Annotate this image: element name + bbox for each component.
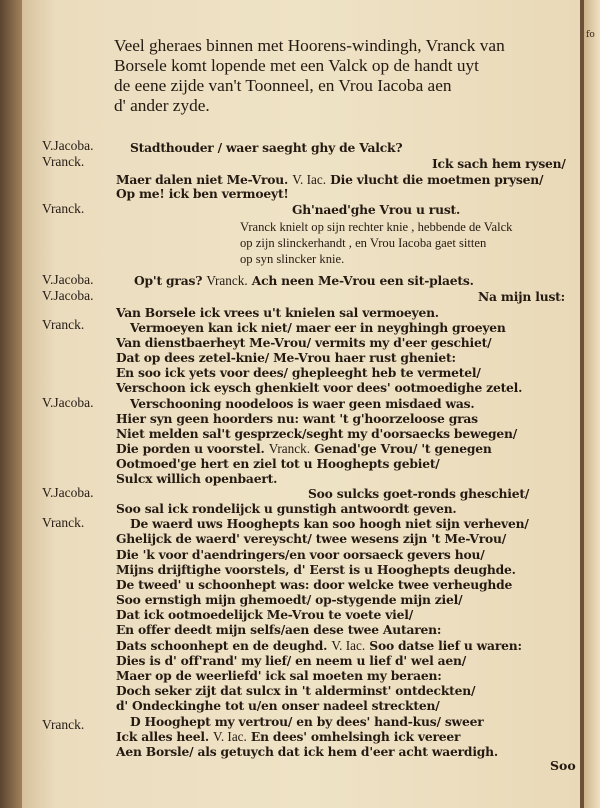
verse-line: Ick alles heel. V. Iac. En dees' omhelsingh ick vereer — [116, 729, 461, 744]
speaker-label: V.Jacoba. — [42, 138, 94, 153]
heading-line: d' ander zyde. — [114, 96, 210, 115]
speaker-label: V.Jacoba. — [42, 485, 94, 500]
speaker-label: V.Jacoba. — [42, 272, 94, 287]
book-page — [22, 0, 580, 808]
verse-line: Maer dalen niet Me-Vrou. V. Iac. Die vlucht die moetmen prysen/ — [116, 172, 544, 187]
verse-line: Op't gras? Vranck. Ach neen Me-Vrou een sit-plaets. — [134, 273, 474, 288]
verse-line: Ootmoed'ge hert en ziel tot u Hooghepts gebiet/ — [116, 456, 440, 471]
verse-line: Soo sal ick rondelijck u gunstigh antwoordt geven. — [116, 501, 457, 516]
book-gutter — [0, 0, 24, 808]
facing-page-text: fo — [586, 30, 595, 40]
verse-line: Van dienstbaerheyt Me-Vrou/ vermits my d'eer geschiet/ — [116, 335, 492, 350]
verse-line: D Hooghept my vertrou/ en by dees' hand-kus/ sweer — [130, 714, 484, 729]
verse-line: De tweed' u schoonhept was: door welcke twee verheughde — [116, 577, 513, 592]
verse-line: Soo sulcks goet-ronds gheschiet/ — [308, 486, 530, 501]
verse-line: Verschoon ick eysch ghenkielt voor dees' ootmoedighe zetel. — [116, 380, 523, 395]
verse-line: Doch seker zijt dat sulcx in 't alderminst' ontdeckten/ — [116, 683, 476, 698]
verse-line: En soo ick yets voor dees/ ghepleeght heb te vermetel/ — [116, 365, 481, 380]
catchword: Soo — [550, 758, 576, 773]
speaker-label: Vranck. — [42, 717, 85, 732]
verse-line: En offer deedt mijn selfs/aen dese twee Autaren: — [116, 622, 442, 637]
verse-line: d' Ondeckinghe tot u/en onser nadeel streckten/ — [116, 698, 440, 713]
heading-line: de eene zijde van't Toonneel, en Vrou Iacoba aen — [114, 76, 452, 95]
verse-line: Aen Borsle/ als getuych dat ick hem d'eer acht waerdigh. — [116, 744, 499, 759]
speaker-label: Vranck. — [42, 515, 85, 530]
stage-direction-line: op syn slincker knie. — [240, 252, 345, 266]
verse-line: Die porden u voorstel. Vranck. Genad'ge Vrou/ 't genegen — [116, 441, 492, 456]
verse-line: Verschooning noodeloos is waer geen misdaed was. — [130, 396, 475, 411]
verse-line: Dies is d' off'rand' my lief/ en neem u lief d' wel aen/ — [116, 653, 467, 668]
verse-line: De waerd uws Hooghepts kan soo hoogh niet sijn verheven/ — [130, 516, 529, 531]
verse-line: Sulcx willich openbaert. — [116, 471, 278, 486]
verse-line: Na mijn lust: — [478, 289, 565, 304]
verse-line: Dat ick ootmoedelijck Me-Vrou te voete viel/ — [116, 607, 414, 622]
speaker-label: Vranck. — [42, 317, 85, 332]
verse-line: Mijns drijftighe voorstels, d' Eerst is u Hooghepts deughde. — [116, 562, 516, 577]
verse-line: Maer op de weerliefd' ick sal moeten my beraen: — [116, 668, 442, 683]
verse-line: Ick sach hem rysen/ — [432, 156, 566, 171]
speaker-label: V.Jacoba. — [42, 288, 94, 303]
verse-line: Ghelijck de waerd' vereyscht/ twee wesens zijn 't Me-Vrou/ — [116, 531, 507, 546]
verse-line: Dats schoonhept en de deughd. V. Iac. Soo datse lief u waren: — [116, 638, 522, 653]
speaker-label: Vranck. — [42, 154, 85, 169]
verse-line: Van Borsele ick vrees u't knielen sal vermoeyen. — [116, 305, 439, 320]
facing-page-edge — [584, 0, 600, 808]
speaker-label: Vranck. — [42, 201, 85, 216]
heading-line: Borsele komt lopende met een Valck op de handt uyt — [114, 56, 479, 75]
verse-line: Niet melden sal't gesprzeck/seght my d'oorsaecks bewegen/ — [116, 426, 518, 441]
heading-line: Veel gheraes binnen met Hoorens-windingh, Vranck van — [114, 36, 505, 55]
stage-direction-line: Vranck knielt op sijn rechter knie , hebbende de Valck — [240, 220, 513, 234]
verse-line: Op me! ick ben vermoeyt! — [116, 186, 289, 201]
verse-line: Hier syn geen hoorders nu: want 't g'hoorzeloose gras — [116, 411, 478, 426]
stage-direction-line: op zijn slinckerhandt , en Vrou Iacoba gaet sitten — [240, 236, 487, 250]
verse-line: Vermoeyen kan ick niet/ maer eer in neyghingh groeyen — [130, 320, 506, 335]
scene-heading — [114, 36, 574, 116]
verse-line: Gh'naed'ghe Vrou u rust. — [292, 202, 461, 217]
verse-line: Stadthouder / waer saeght ghy de Valck? — [130, 140, 403, 155]
verse-line: Soo ernstigh mijn ghemoedt/ op-stygende mijn ziel/ — [116, 592, 463, 607]
verse-line: Die 'k voor d'aendringers/en voor oorsaeck gevers hou/ — [116, 547, 485, 562]
verse-line: Dat op dees zetel-knie/ Me-Vrou haer rust gheniet: — [116, 350, 456, 365]
speaker-label: V.Jacoba. — [42, 395, 94, 410]
